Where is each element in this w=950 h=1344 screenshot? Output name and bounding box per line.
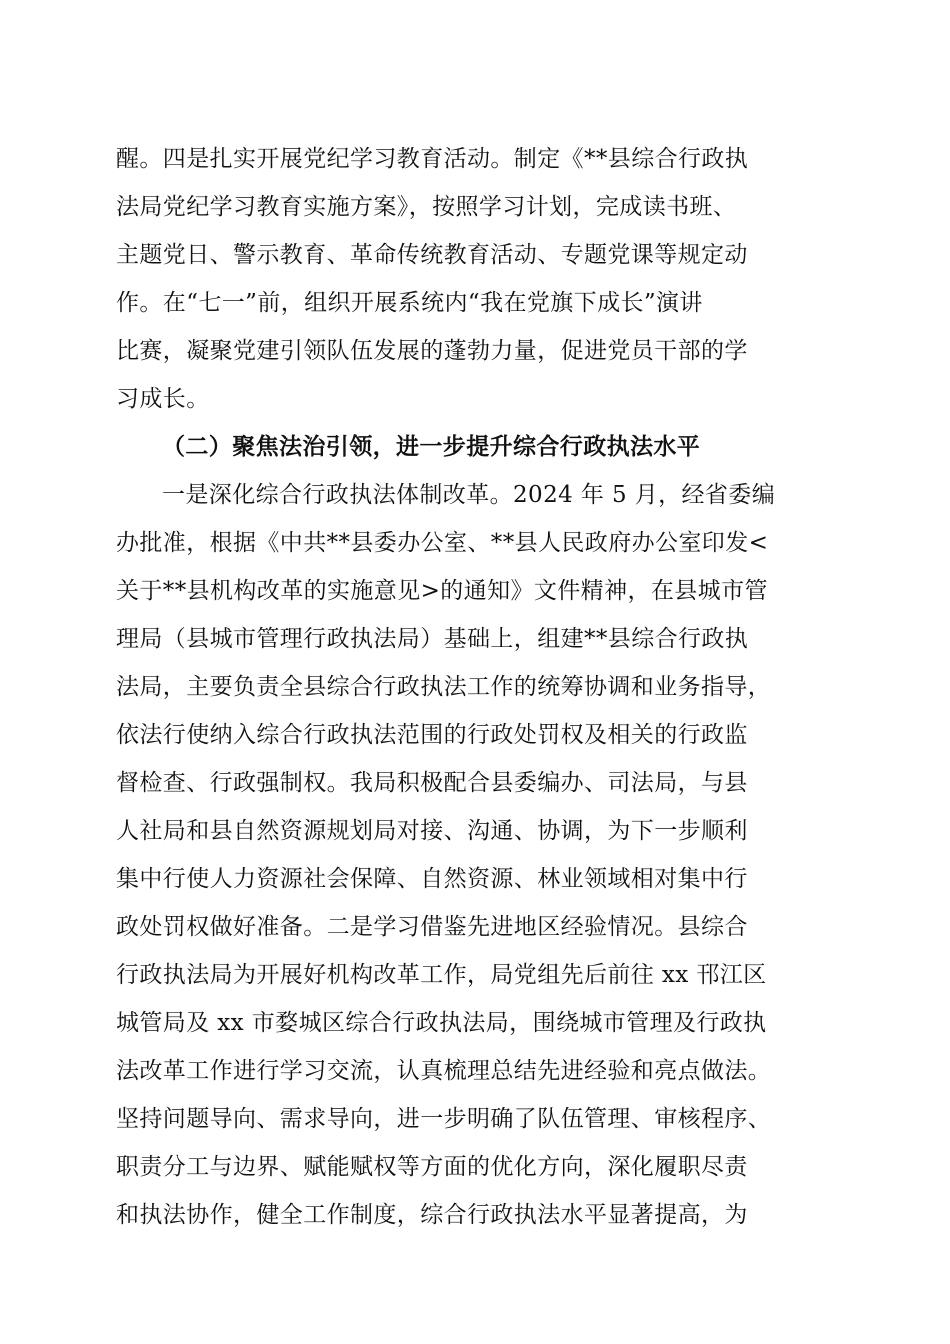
text-line: 法局，主要负责全县综合行政执法工作的统筹协调和业务指导， <box>116 674 772 700</box>
text-line: 理局（县城市管理行政执法局）基础上，组建**县综合行政执 <box>116 626 749 652</box>
text-line: 习成长。 <box>116 386 210 412</box>
text-line: 法改革工作进行学习交流，认真梳理总结先进经验和亮点做法。 <box>116 1058 772 1084</box>
text-line: 督检查、行政强制权。我局积极配合县委编办、司法局，与县 <box>116 770 748 796</box>
text-line: 职责分工与边界、赋能赋权等方面的优化方向，深化履职尽责 <box>116 1154 748 1180</box>
text-line: 一是深化综合行政执法体制改革。2024 年 5 月，经省委编 <box>162 482 776 508</box>
text-line: 依法行使纳入综合行政执法范围的行政处罚权及相关的行政监 <box>116 722 748 748</box>
text-line: 法局党纪学习教育实施方案》，按照学习计划，完成读书班、 <box>116 194 737 220</box>
section-heading: （二）聚焦法治引领，进一步提升综合行政执法水平 <box>162 433 701 460</box>
text-line: 主题党日、警示教育、革命传统教育活动、专题党课等规定动 <box>116 242 748 268</box>
text-line: 比赛，凝聚党建引领队伍发展的蓬勃力量，促进党员干部的学 <box>116 338 748 364</box>
text-line: 人社局和县自然资源规划局对接、沟通、协调，为下一步顺利 <box>116 818 748 844</box>
text-line: 行政执法局为开展好机构改革工作，局党组先后前往 xx 邗江区 <box>116 962 767 988</box>
text-line: 坚持问题导向、需求导向，进一步明确了队伍管理、审核程序、 <box>116 1106 772 1132</box>
text-line: 城管局及 xx 市婺城区综合行政执法局，围绕城市管理及行政执 <box>116 1010 767 1036</box>
text-line: 集中行使人力资源社会保障、自然资源、林业领域相对集中行 <box>116 866 748 892</box>
text-line: 醒。四是扎实开展党纪学习教育活动。制定《**县综合行政执 <box>116 146 749 172</box>
text-line: 政处罚权做好准备。二是学习借鉴先进地区经验情况。县综合 <box>116 914 748 940</box>
text-line: 办批准，根据《中共**县委办公室、**县人民政府办公室印发< <box>116 530 769 556</box>
text-line: 关于**县机构改革的实施意见>的通知》文件精神，在县城市管 <box>116 578 768 604</box>
text-line: 和执法协作，健全工作制度，综合行政执法水平显著提高，为 <box>116 1202 748 1228</box>
text-line: 作。在“七一”前，组织开展系统内“我在党旗下成长”演讲 <box>116 290 703 316</box>
